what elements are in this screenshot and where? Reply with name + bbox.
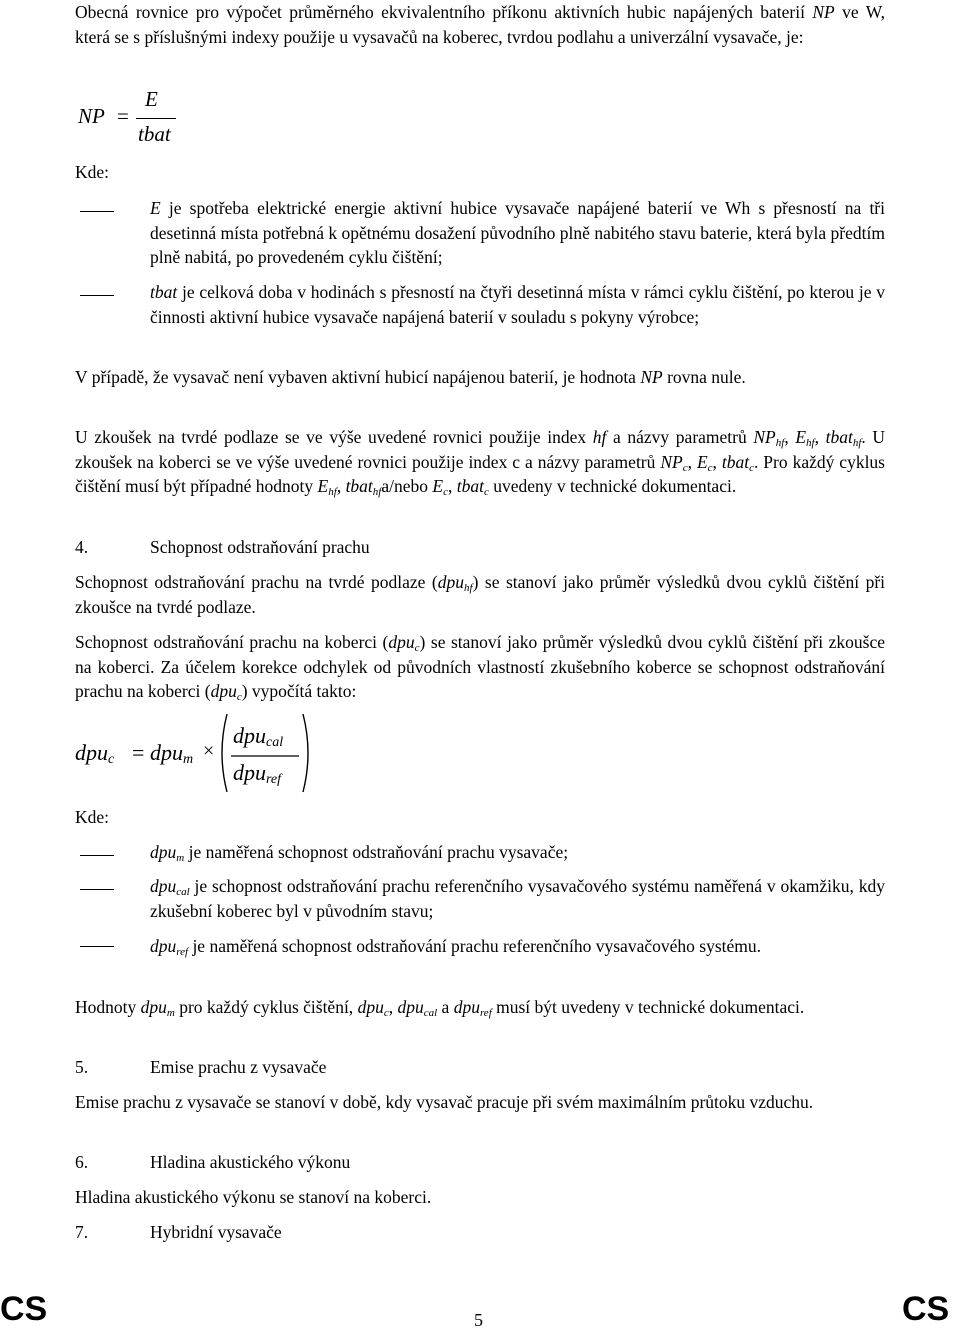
text: , [447,476,457,496]
var-np: NP [640,367,663,387]
list-dash [80,946,114,947]
var-dpu: dpu [437,572,464,592]
formula-np-denominator: tbat [138,122,171,146]
where-label-1: Kde: [75,162,110,182]
section-7-number: 7. [75,1222,89,1242]
intro-text-2: ve W, která se s příslušnými indexy použije u vysavačů na koberec, tvrdou podlahu a univerzální vysavače, je: [75,2,885,47]
sub: hf [328,486,337,498]
definition-dpu-ref [150,934,885,959]
definition-text: je schopnost odstraňování prachu referenčního vysavačového systému naměřená v okamžiku, kdy zkušební koberec byl v původním stavu; [150,876,885,921]
sub: c [414,642,420,654]
formula-np-numerator: E [145,87,158,111]
var-dpu: dpu [388,632,415,652]
formula-np-equals: = [117,104,129,128]
footer-language-right: CS [902,1290,950,1328]
var-dpu: dpu [397,997,424,1017]
text: ) se stanoví jako průměr výsledků dvou cyklů čištění při zkoušce na koberci. Za účelem korekce odchylek od původních vlastností zkušebního koberce se schopnost odstraňování prachu na koberci ( [75,632,885,701]
sub: c [383,1007,389,1019]
sub: hf [775,437,785,449]
formula-dpu-lhs: dpu$_c$ [75,740,115,767]
var-np: NP [660,451,683,472]
where-label-2: Kde: [75,807,110,827]
list-dash [80,295,114,296]
list-dash [80,211,114,212]
paragraph-dpu-hf [75,570,885,619]
section-6-number: 6. [75,1152,89,1172]
formula-dpu-m: dpu$_m$ [150,740,194,767]
text: , [712,451,722,472]
text: Schopnost odstraňování prachu na tvrdé podlaze ( [75,572,438,592]
sub: c [682,461,688,474]
text: , [814,427,826,447]
formula-dpu-times: × [203,740,215,762]
definition-var: dpu [150,936,177,956]
definition-dpu-m [150,840,885,865]
sub: ref [176,946,189,958]
section-7-title: Hybridní vysavače [150,1222,282,1242]
sub: hf [464,582,473,594]
section-5-title: Emise prachu z vysavače [150,1057,327,1077]
sub: c [236,691,242,703]
list-dash [80,855,114,856]
var-e: E [432,476,444,496]
definition-dpu-cal [150,874,885,923]
page-number: 5 [474,1310,483,1330]
formula-dpu-numerator: dpu$_{cal}$ [233,723,284,750]
definition-text: je spotřeba elektrické energie aktivní hubice vysavače napájené baterií ve Wh s přesností na tři desetinná místa potřebná k opětnému dosažení původního plně nabitého stavu baterie, která byla předtím plně nabitá, po provedeném cyklu čištění; [150,198,885,267]
var-e: E [795,427,807,447]
footer-language-left: CS [0,1290,48,1328]
text: ) se stanoví jako průměr výsledků dvou cyklů čištění při zkoušce na tvrdé podlaze. [75,572,886,617]
text: a názvy parametrů [606,427,754,447]
sub: c [443,486,448,498]
definition-var: E [150,198,161,218]
sub: hf [806,437,815,449]
text: Schopnost odstraňování prachu na koberci ( [75,632,389,652]
text: rovna nule. [662,367,746,387]
definition-var: tbat [150,282,178,302]
definition-text: je naměřená schopnost odstraňování prachu referenčního vysavačového systému. [188,936,761,956]
sub: c [483,486,489,498]
text: V případě, že vysavač není vybaven aktivní hubicí napájenou baterií, je hodnota [75,367,641,387]
formula-np-lhs: NP [78,104,105,128]
var-dpu: dpu [357,997,384,1017]
text: a/nebo [381,476,433,496]
var-tbat: tbat [456,476,484,496]
formula-dpu-denominator: dpu$_{ref}$ [233,760,282,787]
intro-np: NP [812,2,835,22]
text: Hodnoty [75,997,141,1017]
sub: c [707,461,713,474]
paragraph-dpu-c [75,630,885,704]
sub: hf [852,437,862,449]
definition-tbat [150,280,885,329]
paragraph-nule [75,365,885,390]
text: musí být uvedeny v technické dokumentaci. [491,997,805,1017]
var-dpu: dpu [453,997,480,1017]
var-e: E [317,476,329,496]
intro-text-1: Obecná rovnice pro výpočet průměrného ekvivalentního příkonu aktivních hubic napájených baterií [75,2,813,22]
paragraph-values [75,995,885,1020]
text: a [437,997,454,1017]
text: , [687,451,697,472]
var-tbat: tbat [721,451,750,472]
sub: m [176,852,185,864]
text: , [388,997,398,1017]
list-dash [80,889,114,890]
sub: ref [479,1007,492,1019]
definition-text: je celková doba v hodinách s přesností na čtyři desetinná místa v rámci cyklu čištění, po kterou je v činnosti aktivní hubice vysavače napájená baterií v souladu s pokyny výrobce; [150,282,885,327]
paragraph-6: Hladina akustického výkonu se stanoví na koberci. [75,1187,432,1207]
var-dpu: dpu [210,681,237,701]
var-np: NP [753,427,776,447]
var-hf: hf [592,427,607,447]
var-tbat: tbat [345,476,373,496]
intro-paragraph [75,0,885,49]
definition-var: dpu [150,842,177,862]
paragraph-index [75,425,885,499]
text: U zkoušek na tvrdé podlaze se ve výše uvedené rovnici použije index [75,427,593,447]
sub: c [749,461,754,474]
var-e: E [696,451,708,472]
section-4-number: 4. [75,537,89,557]
fraction-bar [136,118,176,119]
var-dpu: dpu [140,997,167,1017]
text: , [784,427,796,447]
section-6-title: Hladina akustického výkonu [150,1152,351,1172]
text: uvedeny v technické dokumentaci. [488,476,737,496]
text: . U zkoušek na koberci se ve výše uvedené rovnici použije index c a názvy parametrů [75,427,886,472]
sub: m [166,1007,175,1019]
text: ) vypočítá takto: [241,681,357,701]
sub: cal [176,886,190,898]
sub: cal [423,1007,438,1019]
definition-e [150,196,885,270]
section-5-number: 5. [75,1057,89,1077]
definition-var: dpu [150,876,177,896]
definition-text: je naměřená schopnost odstraňování prachu vysavače; [184,842,569,862]
formula-dpu-equals: = [132,740,145,765]
paragraph-5: Emise prachu z vysavače se stanoví v době, kdy vysavač pracuje při svém maximálním průtoku vzduchu. [75,1092,814,1112]
text: , [336,476,346,496]
section-4-title: Schopnost odstraňování prachu [150,537,370,557]
text: . Pro každý cyklus čištění musí být případné hodnoty [75,451,885,496]
text: pro každý cyklus čištění, [174,997,358,1017]
sub: hf [372,486,382,498]
var-tbat: tbat [825,427,853,447]
